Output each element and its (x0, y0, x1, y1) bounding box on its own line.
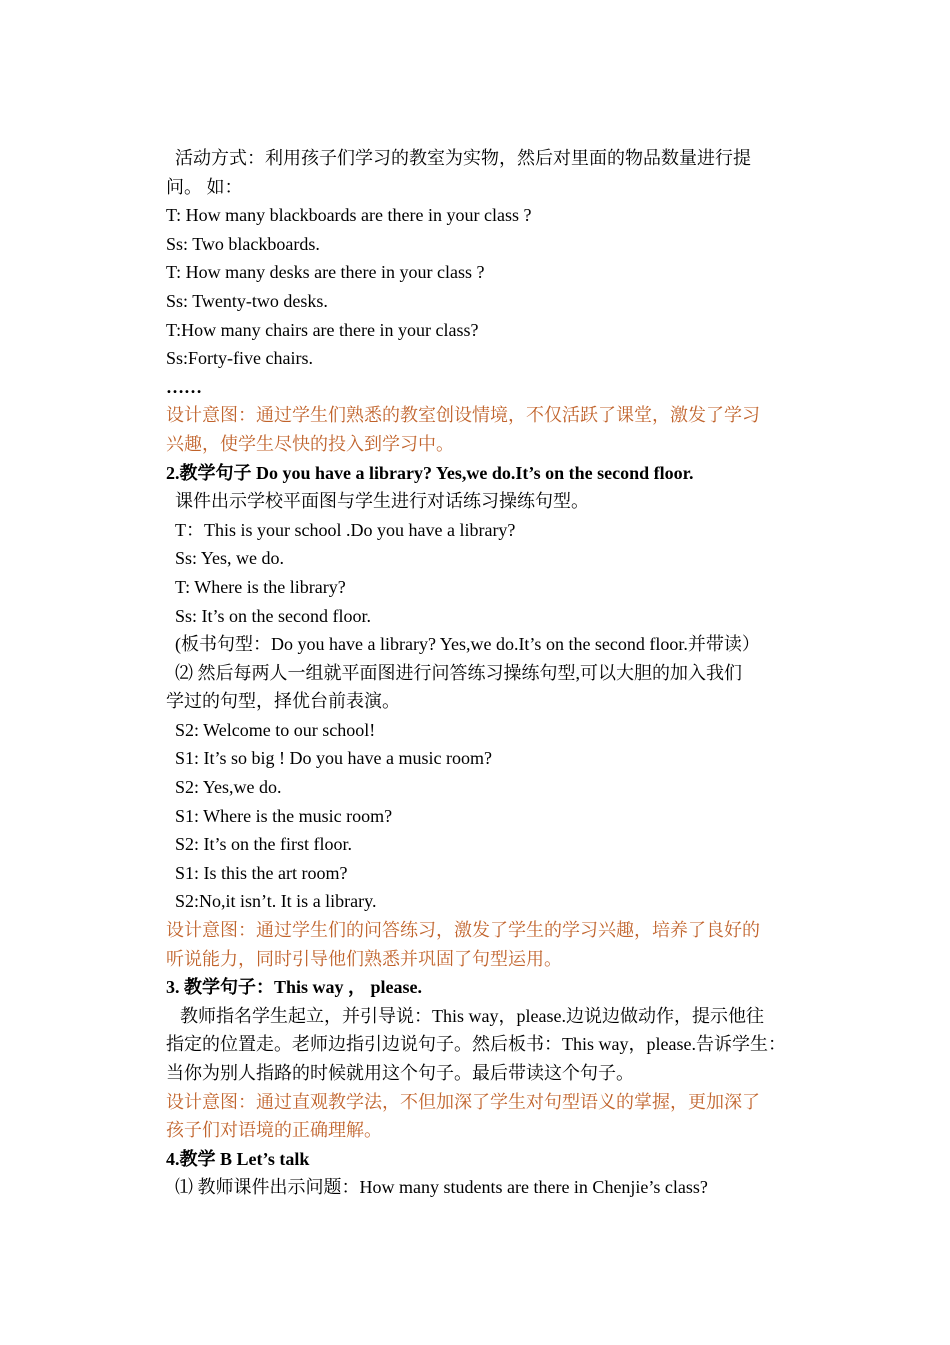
text-line: T:How many chairs are there in your class? (166, 319, 479, 340)
text-line: 课件出示学校平面图与学生进行对话练习操练句型。 (175, 491, 589, 512)
text-line: ⑵ 然后每两人一组就平面图进行问答练习操练句型,可以大胆的加入我们 (175, 662, 742, 683)
design-intent-line: 孩子们对语境的正确理解。 (166, 1120, 382, 1141)
text-line: 问。 如： (166, 176, 243, 197)
design-intent-line: 设计意图：通过直观教学法，不但加深了学生对句型语义的掌握，更加深了 (166, 1091, 760, 1112)
text-line: Ss: Two blackboards. (166, 233, 320, 254)
section-heading: 4.教学 B Let’s talk (166, 1148, 310, 1169)
text-line: T: How many blackboards are there in your class ? (166, 205, 532, 226)
text-line: 学过的句型，择优台前表演。 (166, 691, 400, 712)
design-intent-line: 听说能力，同时引导他们熟悉并巩固了句型运用。 (166, 948, 562, 969)
text-line: S2: Welcome to our school! (175, 719, 376, 740)
section-heading: 2.教学句子 Do you have a library? Yes,we do.It’s on the second floor. (166, 462, 694, 483)
document-body (166, 144, 806, 1202)
text-line: Ss: Twenty-two desks. (166, 290, 328, 311)
text-line: 活动方式：利用孩子们学习的教室为实物，然后对里面的物品数量进行提 (175, 148, 751, 168)
text-line: Ss:Forty-five chairs. (166, 348, 313, 369)
text-line: S1: Is this the art room? (175, 862, 348, 883)
section-heading: 3. 教学句子：This way ， please. (166, 977, 423, 998)
text-line: S2: Yes,we do. (175, 777, 282, 798)
text-line: Ss: It’s on the second floor. (175, 605, 371, 626)
text-line: T: How many desks are there in your class ? (166, 262, 485, 283)
section-heading: …… (166, 376, 202, 397)
text-line: S1: Where is the music room? (175, 805, 393, 826)
text-line: S2: It’s on the first floor. (175, 834, 352, 855)
text-line: 指定的位置走。老师边指引边说句子。然后板书：This way，please.告诉学生： (166, 1034, 786, 1055)
text-line: S2:No,it isn’t. It is a library. (175, 891, 377, 912)
text-line: T：This is your school .Do you have a library? (175, 519, 516, 540)
text-line: 教师指名学生起立，并引导说：This way，please.边说边做动作，提示他往 (180, 1005, 764, 1026)
text-line: S1: It’s so big ! Do you have a music room? (175, 748, 492, 769)
text-line: ⑴ 教师课件出示问题：How many students are there in Chenjie’s class? (175, 1177, 708, 1198)
text-line: T: Where is the library? (175, 576, 346, 597)
design-intent-line: 兴趣，使学生尽快的投入到学习中。 (166, 433, 454, 454)
text-line: Ss: Yes, we do. (175, 548, 285, 569)
design-intent-line: 设计意图：通过学生们的问答练习，激发了学生的学习兴趣，培养了良好的 (166, 920, 760, 941)
design-intent-line: 设计意图：通过学生们熟悉的教室创设情境，不仅活跃了课堂，激发了学习 (166, 405, 760, 426)
text-line: (板书句型：Do you have a library? Yes,we do.It’s on the second floor.并带读） (175, 634, 760, 655)
text-line: 当你为别人指路的时候就用这个句子。最后带读这个句子。 (166, 1063, 634, 1083)
